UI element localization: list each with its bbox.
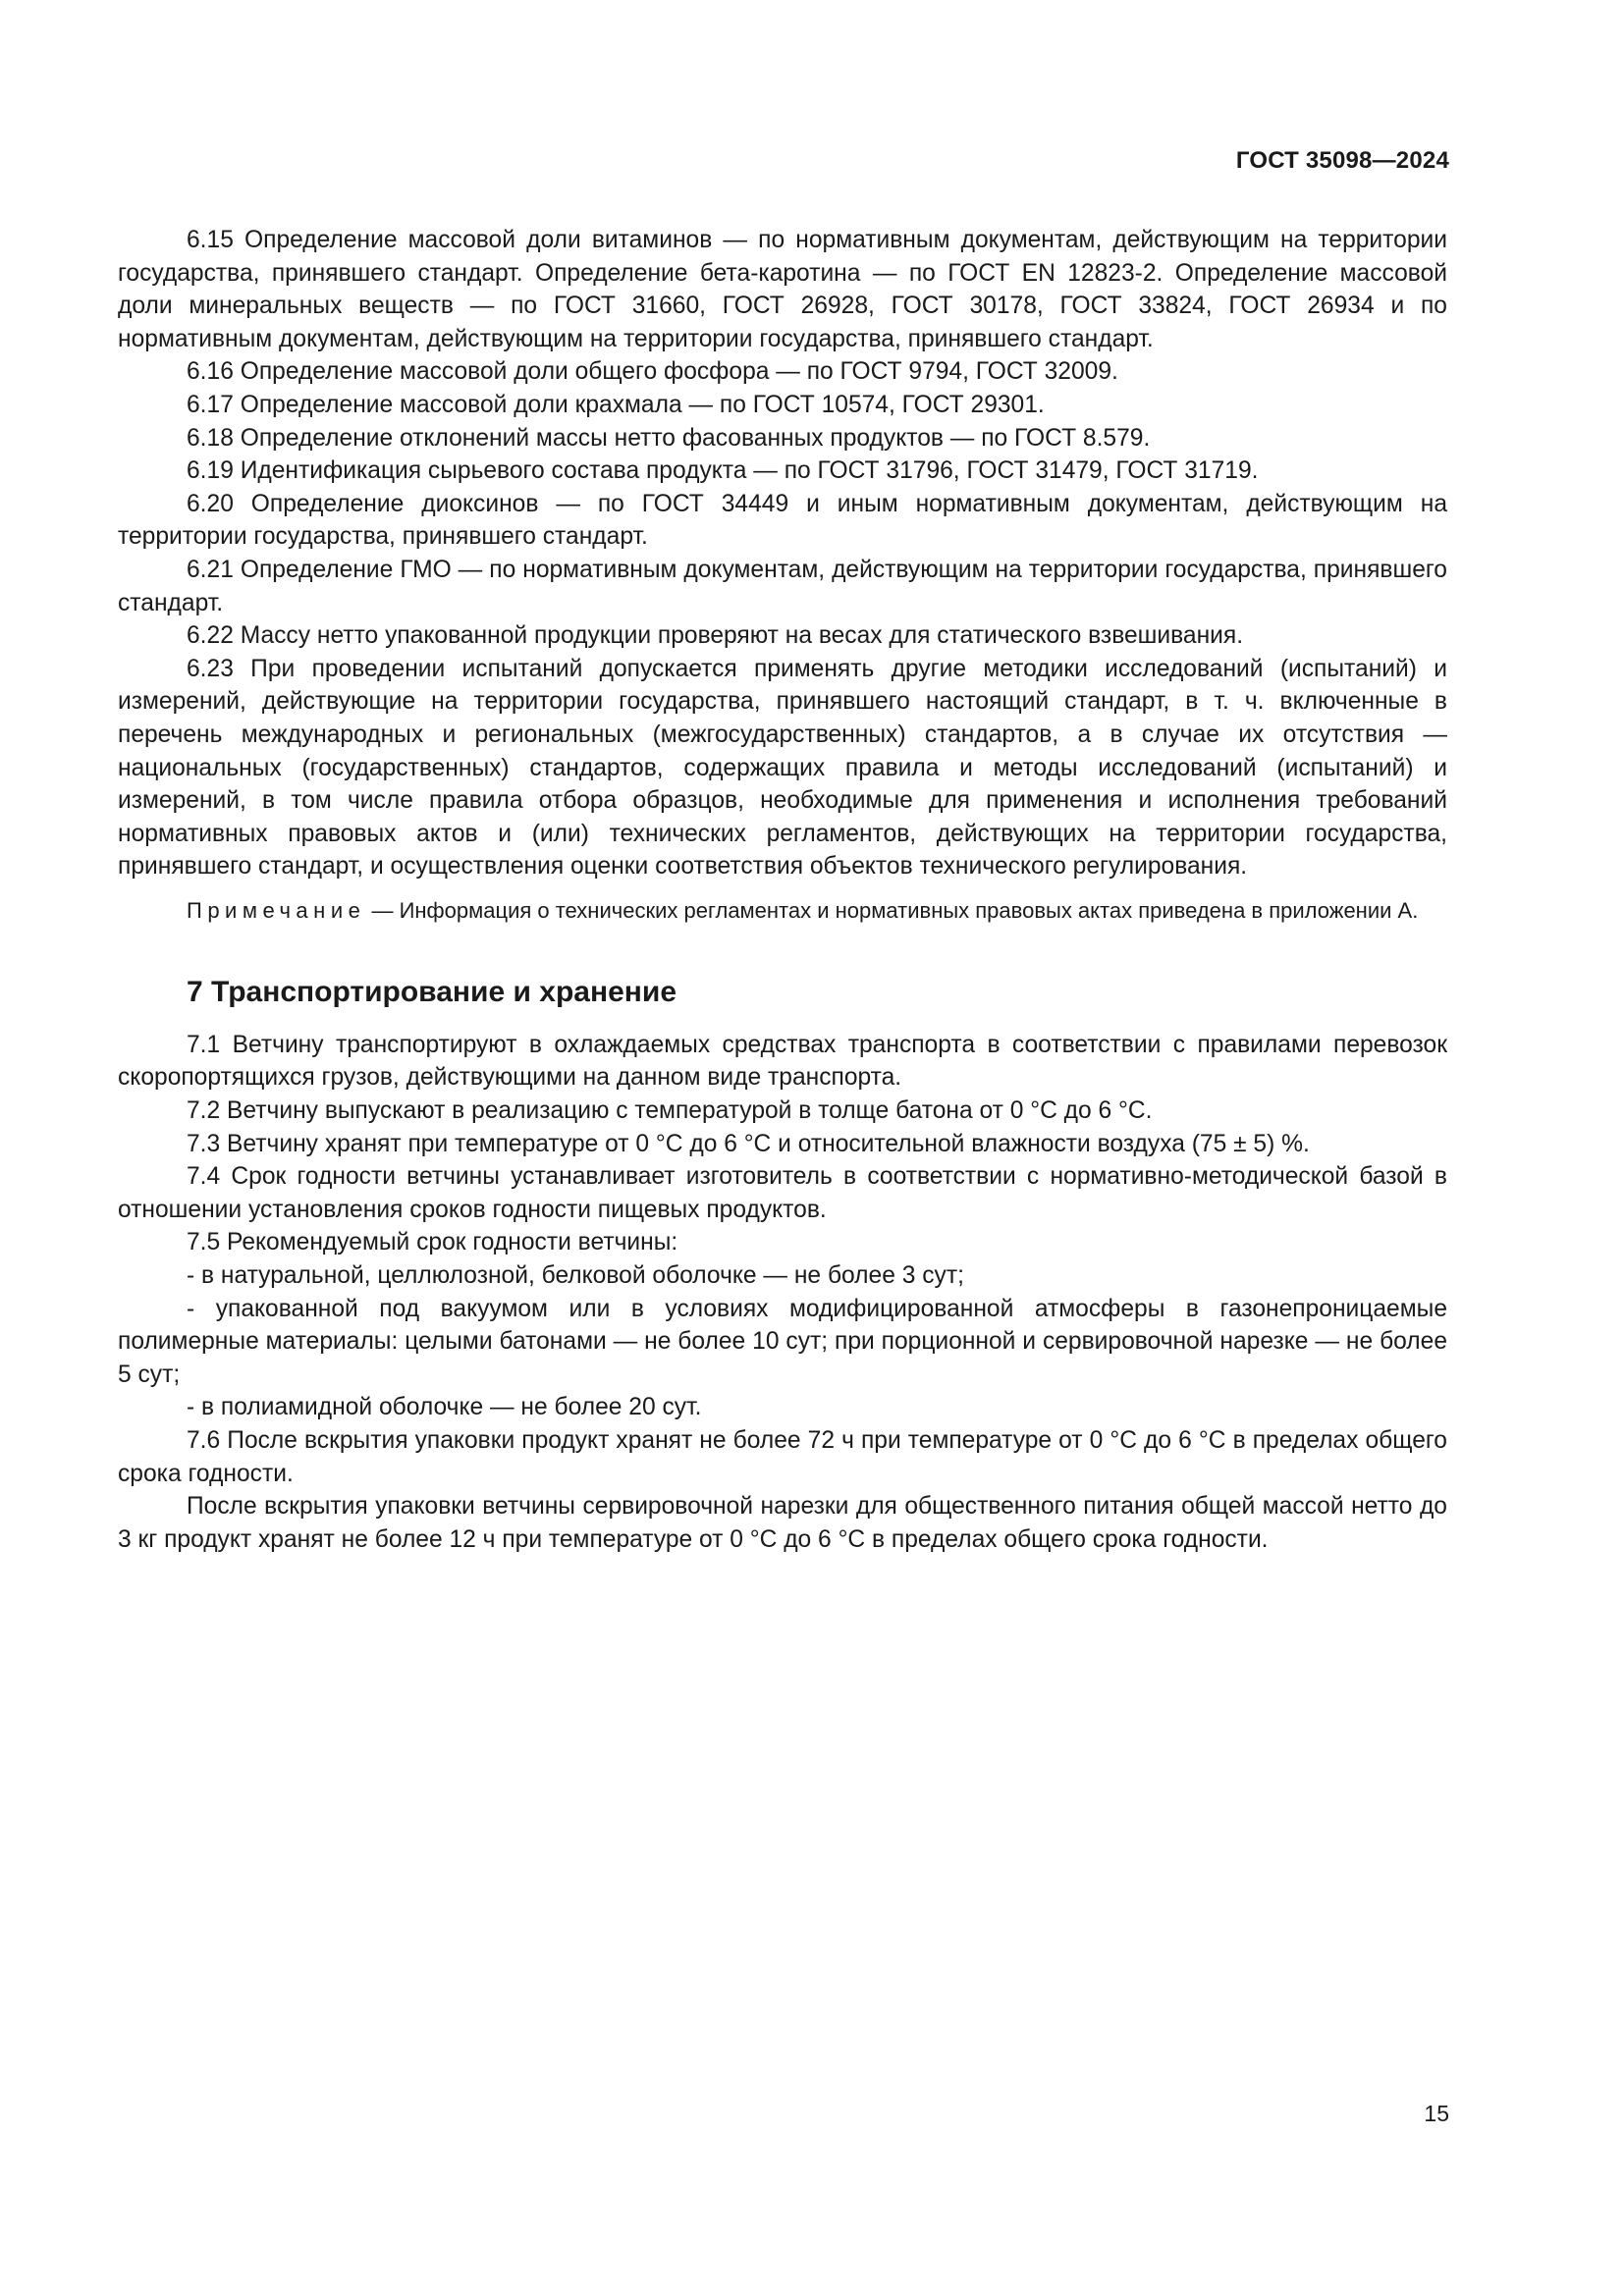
paragraph-6-21: 6.21 Определение ГМО — по нормативным документам, действующим на территории государства, принявшего стандарт. <box>118 556 1447 616</box>
paragraph-7-5: 7.5 Рекомендуемый срок годности ветчины: <box>187 1229 678 1256</box>
page-number: 15 <box>1424 2101 1449 2126</box>
paragraph-7-1: 7.1 Ветчину транспортируют в охлаждаемых средствах транспорта в соответствии с правилами перевозок скоропортящихся грузов, действующими на данном виде транспорта. <box>118 1031 1447 1092</box>
paragraph-6-19: 6.19 Идентификация сырьевого состава продукта — по ГОСТ 31796, ГОСТ 31479, ГОСТ 31719. <box>187 457 1259 485</box>
paragraph-7-6-continued: После вскрытия упаковки ветчины сервировочной нарезки для общественного питания общей массой нетто до 3 кг продукт хранят не более 12 ч при температуре от 0 °С до 6 °С в пределах общего срока годности. <box>118 1493 1447 1553</box>
paragraph-7-6: 7.6 После вскрытия упаковки продукт хранят не более 72 ч при температуре от 0 °С до 6 °С в пределах общего срока годности. <box>118 1427 1447 1487</box>
note <box>118 895 1447 927</box>
list-item-vacuum-packed: - упакованной под вакуумом или в условиях модифицированной атмосферы в газонепроницаемые полимерные материалы: целыми батонами — не более 10 сут; при порционной и сервировочной нарезке — не более 5 сут; <box>118 1295 1447 1388</box>
paragraph-6-20: 6.20 Определение диоксинов — по ГОСТ 34449 и иным нормативным документам, действующим на территории государства, принявшего стандарт. <box>118 490 1447 551</box>
paragraph-6-18: 6.18 Определение отклонений массы нетто фасованных продуктов — по ГОСТ 8.579. <box>187 424 1151 452</box>
note-label: Примечание <box>187 897 366 923</box>
document-header: ГОСТ 35098—2024 <box>1235 147 1449 174</box>
page-content <box>118 224 1447 1556</box>
paragraph-6-16: 6.16 Определение массовой доли общего фосфора — по ГОСТ 9794, ГОСТ 32009. <box>187 358 1118 386</box>
section-7-title: 7 Транспортирование и хранение <box>187 975 677 1008</box>
list-item-natural-casing: - в натуральной, целлюлозной, белковой оболочке — не более 3 сут; <box>187 1262 964 1290</box>
paragraph-6-22: 6.22 Массу нетто упакованной продукции проверяют на весах для статического взвешивания. <box>187 622 1244 650</box>
paragraph-6-23: 6.23 При проведении испытаний допускается применять другие методики исследований (испытаний) и измерений, действующие на территории государства, принявшего настоящий стандарт, в т. ч. включенные в перечень международных и региональных (межгосударственных) стандартов, а в случае их отсутствия — национальных (государственных) стандартов, содержащих правила и методы исследований (испытаний) и измерений, в том числе правила отбора образцов, необходимые для применения и исполнения требований нормативных правовых актов и (или) технических регламентов, действующих на территории государства, принявшего стандарт, и осуществления оценки соответствия объектов технического регулирования. <box>118 655 1447 881</box>
list-item-polyamide-casing: - в полиамидной оболочке — не более 20 сут. <box>187 1394 702 1421</box>
paragraph-7-2: 7.2 Ветчину выпускают в реализацию с температурой в толще батона от 0 °С до 6 °С. <box>187 1097 1153 1125</box>
paragraph-6-15: 6.15 Определение массовой доли витаминов — по нормативным документам, действующим на территории государства, принявшего стандарт. Определение бета-каротина — по ГОСТ EN 12823-2. Определение массовой доли минеральных веществ — по ГОСТ 31660, ГОСТ 26928, ГОСТ 30178, ГОСТ 33824, ГОСТ 26934 и по нормативным документам, действующим на территории государства, принявшего стандарт. <box>118 227 1447 352</box>
paragraph-7-4: 7.4 Срок годности ветчины устанавливает изготовитель в соответствии с нормативно-методической базой в отношении установления сроков годности пищевых продуктов. <box>118 1163 1447 1223</box>
note-text: — Информация о технических регламентах и нормативных правовых актах приведена в приложении А. <box>365 897 1419 923</box>
paragraph-7-3: 7.3 Ветчину хранят при температуре от 0 °С до 6 °С и относительной влажности воздуха (75 ± 5) %. <box>187 1130 1310 1157</box>
paragraph-6-17: 6.17 Определение массовой доли крахмала — по ГОСТ 10574, ГОСТ 29301. <box>187 391 1045 418</box>
